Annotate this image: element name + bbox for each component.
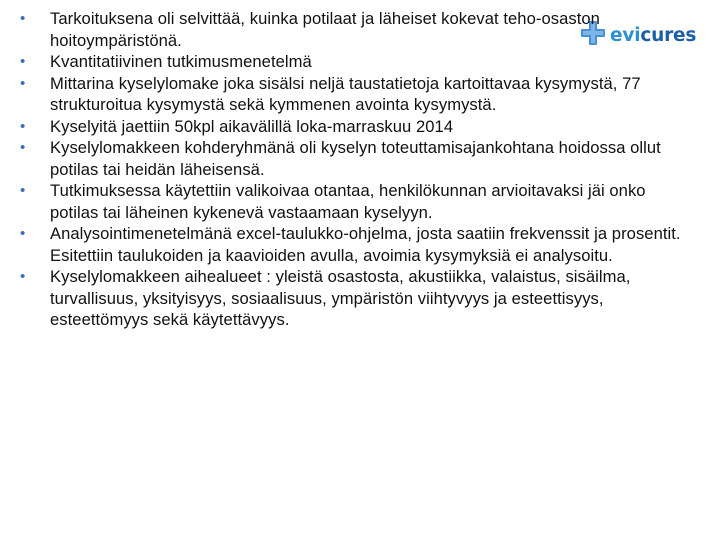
bullet-item — [20, 51, 690, 73]
bullet-icon: • — [20, 139, 26, 156]
bullet-item — [20, 116, 690, 138]
bullet-list — [20, 8, 690, 331]
bullet-item — [20, 137, 690, 180]
logo-wordmark-part2: cures — [640, 25, 697, 46]
bullet-icon: • — [20, 74, 26, 92]
bullet-text: Kyselylomakkeen kohderyhmänä oli kyselyn toteuttamisajankohtana hoidossa ollut potilas tai heidän läheisensä. — [50, 138, 661, 179]
bullet-icon: • — [20, 53, 26, 70]
bullet-icon: • — [20, 10, 26, 27]
bullet-text: Kyselyitä jaettiin 50kpl aikavälillä loka-marraskuu 2014 — [50, 116, 454, 136]
bullet-icon: • — [20, 225, 26, 242]
bullet-icon: • — [20, 182, 26, 199]
bullet-item — [20, 180, 690, 223]
bullet-item — [20, 73, 690, 116]
bullet-text: Tarkoituksena oli selvittää, kuinka potilaat ja läheiset kokevat teho-osaston hoitoympäristönä. — [50, 9, 600, 50]
logo-wordmark-part1: evi — [610, 25, 641, 46]
bullet-text: Tutkimuksessa käytettiin valikoivaa otantaa, henkilökunnan arvioitavaksi jäi onko potilas tai läheinen kykenevä vastaamaan kyselyyn. — [50, 181, 646, 222]
bullet-text: Mittarina kyselylomake joka sisälsi neljä taustatietoja kartoittavaa kysymystä, 77 strukturoitua kysymystä sekä kymmenen avointa kysymystä. — [50, 73, 641, 114]
bullet-item — [20, 223, 690, 266]
bullet-item — [20, 266, 690, 331]
bullet-item — [20, 8, 690, 51]
bullet-text: Analysointimenetelmänä excel-taulukko-ohjelma, josta saatiin frekvenssit ja prosentit. Esitettiin taulukoiden ja kaavioiden avulla, avoimia kysymyksiä ei analysoitu. — [50, 224, 681, 265]
bullet-text: Kyselylomakkeen aihealueet : yleistä osastosta, akustiikka, valaistus, sisäilma, turvallisuus, yksityisyys, sosiaalisuus, ympäristön viihtyvyys ja esteettisyys, esteettömyys sekä käytettävyys. — [50, 267, 631, 329]
bullet-text: Kvantitatiivinen tutkimusmenetelmä — [50, 52, 312, 71]
bullet-icon: • — [20, 117, 26, 135]
bullet-icon: • — [20, 268, 26, 285]
